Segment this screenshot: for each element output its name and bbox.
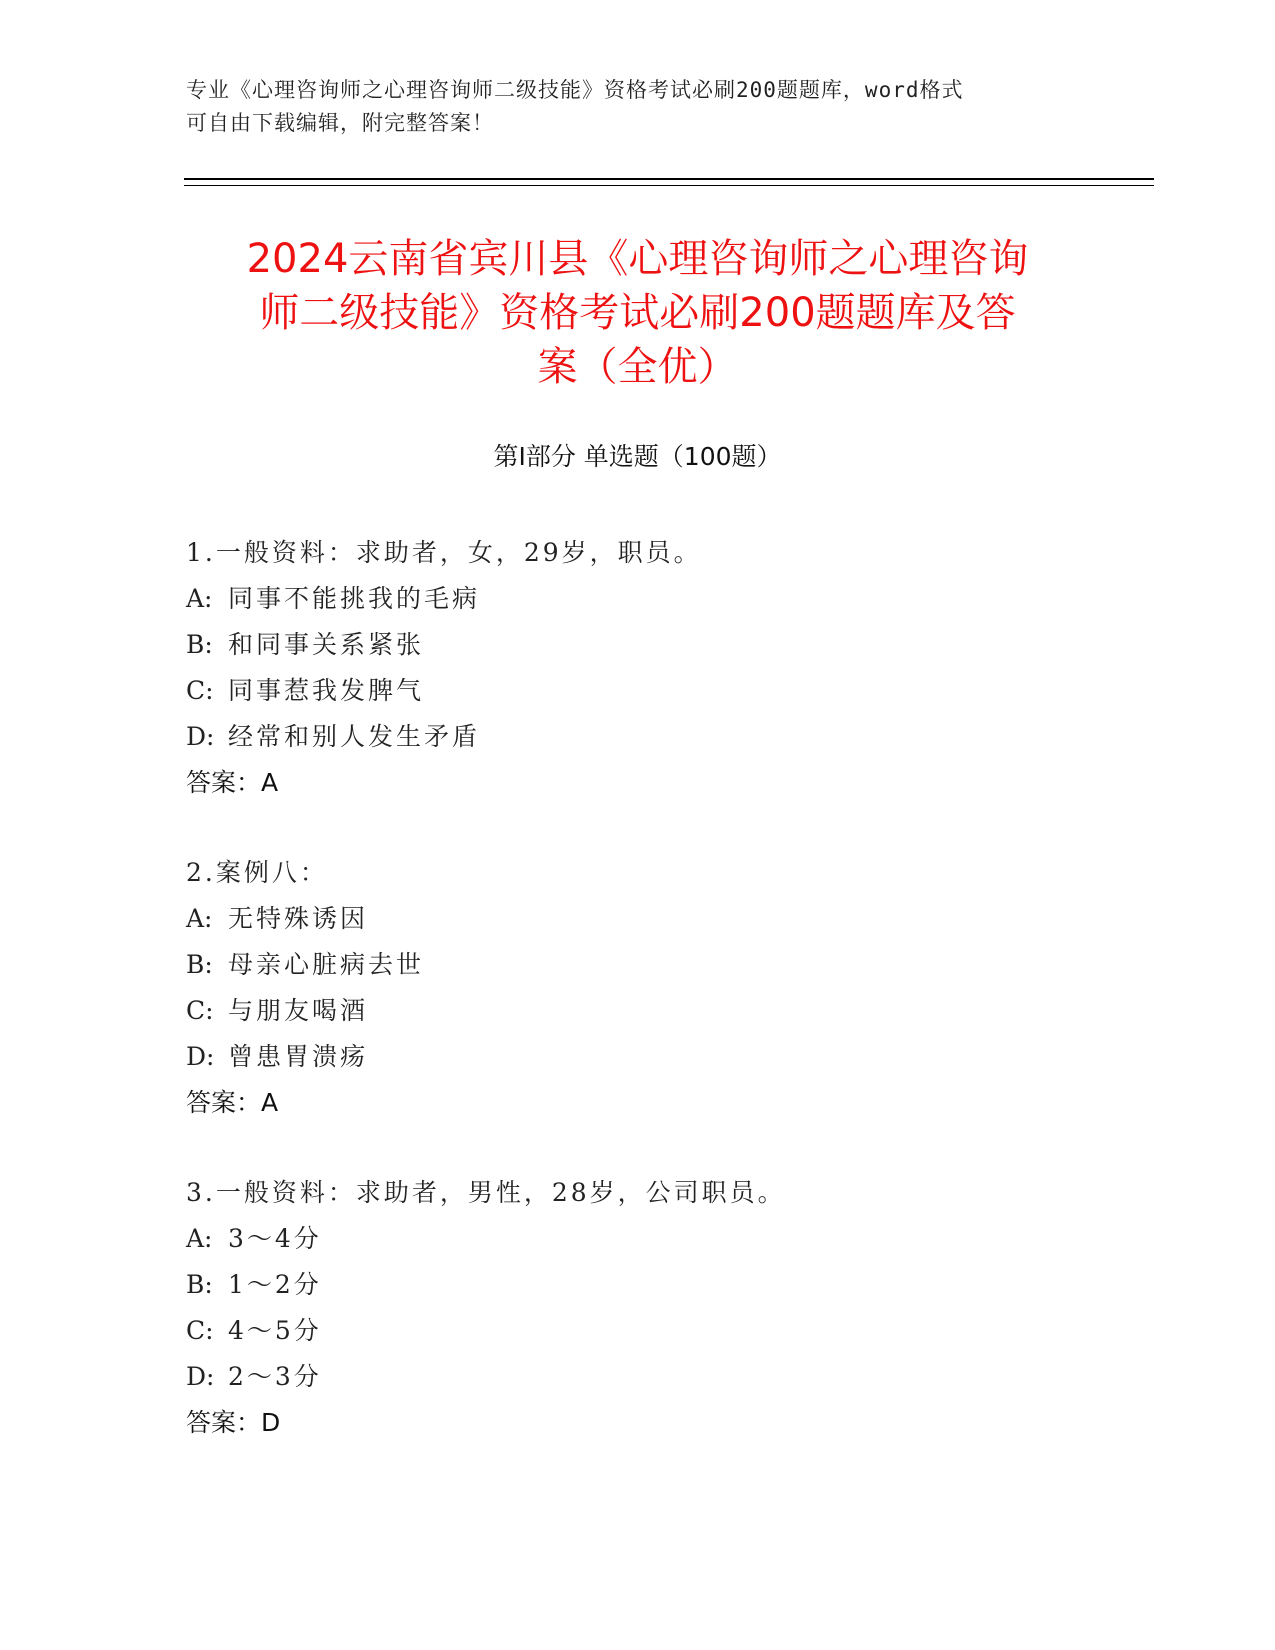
option-letter: B: <box>186 950 213 979</box>
header-line-1: 专业《心理咨询师之心理咨询师二级技能》资格考试必刷200题题库，word格式 <box>186 78 964 102</box>
option-d <box>186 1354 1136 1400</box>
option-letter: D: <box>186 1042 215 1071</box>
question-3 <box>186 1170 1136 1446</box>
option-text: 1～2分 <box>228 1270 322 1299</box>
option-d <box>186 714 1136 760</box>
option-c <box>186 668 1136 714</box>
option-c <box>186 1308 1136 1354</box>
question-list <box>186 530 1136 1490</box>
option-letter: C: <box>186 996 214 1025</box>
option-text: 与朋友喝酒 <box>228 996 369 1025</box>
title-line-1: 2024云南省宾川县《心理咨询师之心理咨询 <box>246 236 1029 282</box>
option-text: 2～3分 <box>228 1362 322 1391</box>
answer-line: 答案：D <box>186 1408 281 1437</box>
option-letter: C: <box>186 676 214 705</box>
question-2 <box>186 850 1136 1126</box>
header-divider-thick <box>184 178 1154 180</box>
option-text: 同事不能挑我的毛病 <box>228 584 481 613</box>
option-text: 和同事关系紧张 <box>228 630 425 659</box>
option-d <box>186 1034 1136 1080</box>
question-stem: 1.一般资料：求助者，女，29岁，职员。 <box>186 538 702 567</box>
section-title: 第Ⅰ部分 单选题（100题） <box>493 442 782 471</box>
title-line-2: 师二级技能》资格考试必刷200题题库及答 <box>259 290 1016 336</box>
option-a <box>186 576 1136 622</box>
question-stem: 3.一般资料：求助者，男性，28岁，公司职员。 <box>186 1178 786 1207</box>
option-letter: D: <box>186 1362 215 1391</box>
answer-line: 答案：A <box>186 1088 279 1117</box>
option-text: 同事惹我发脾气 <box>228 676 425 705</box>
question-stem: 2.案例八： <box>186 858 328 887</box>
option-letter: A: <box>186 584 213 613</box>
option-text: 曾患胃溃疡 <box>228 1042 369 1071</box>
option-text: 4～5分 <box>228 1316 322 1345</box>
header-divider-thin <box>184 185 1154 186</box>
option-letter: B: <box>186 1270 213 1299</box>
header-line-2: 可自由下载编辑，附完整答案！ <box>186 111 494 135</box>
option-letter: C: <box>186 1316 214 1345</box>
question-1 <box>186 530 1136 806</box>
option-letter: A: <box>186 1224 213 1253</box>
option-a <box>186 896 1136 942</box>
title-line-3: 案（全优） <box>537 344 738 390</box>
answer-line: 答案：A <box>186 768 279 797</box>
option-letter: A: <box>186 904 213 933</box>
option-text: 无特殊诱因 <box>228 904 369 933</box>
option-letter: B: <box>186 630 213 659</box>
page-header <box>186 74 1086 140</box>
option-text: 母亲心脏病去世 <box>228 950 425 979</box>
document-title <box>150 232 1125 394</box>
option-b <box>186 1262 1136 1308</box>
option-c <box>186 988 1136 1034</box>
option-b <box>186 622 1136 668</box>
option-a <box>186 1216 1136 1262</box>
option-text: 经常和别人发生矛盾 <box>228 722 481 751</box>
option-letter: D: <box>186 722 215 751</box>
option-b <box>186 942 1136 988</box>
option-text: 3～4分 <box>228 1224 322 1253</box>
